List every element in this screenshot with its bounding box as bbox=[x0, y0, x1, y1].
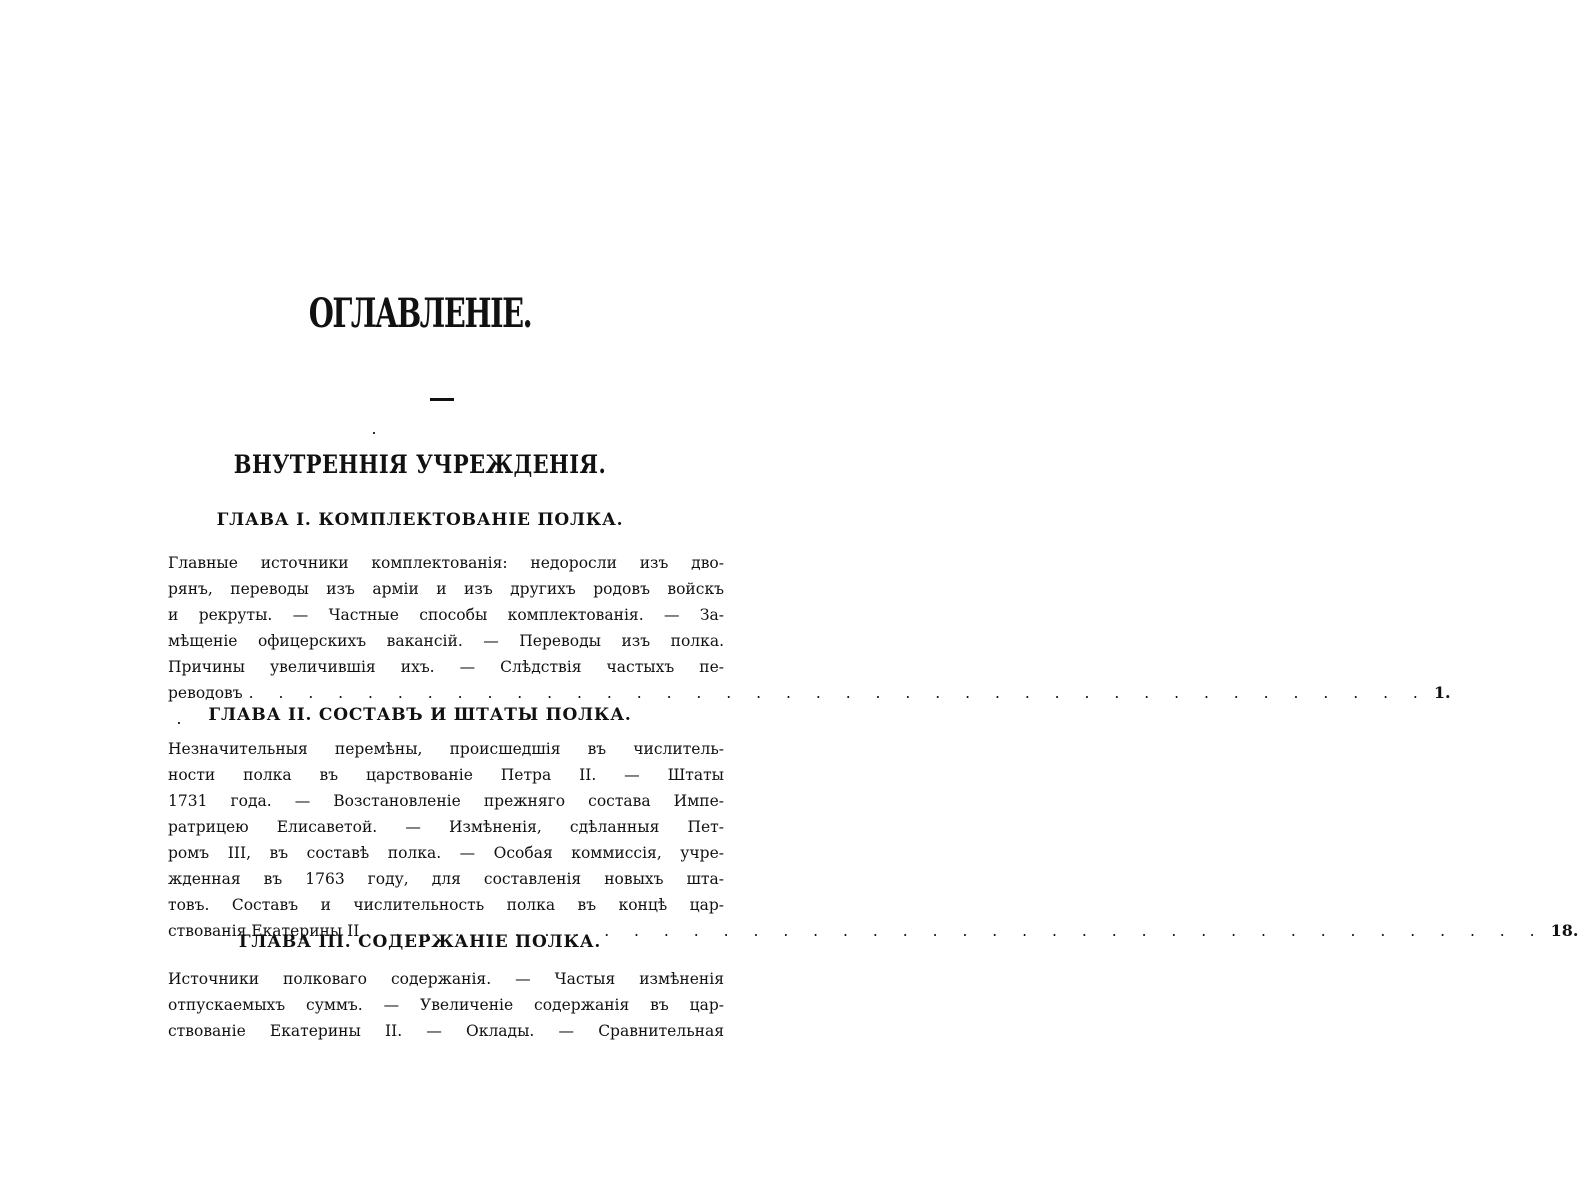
chapter-3-summary bbox=[168, 966, 724, 1044]
dot-leader: . . . . . . . . . . . . . . . . . . . . . . . . . . . . . . . . . . . . . . . . bbox=[365, 922, 1545, 940]
summary-line: Главные источники комплектованія: недоросли изъ дво- bbox=[168, 554, 724, 572]
summary-line: и рекруты. — Частные способы комплектованія. — За- bbox=[168, 606, 724, 624]
summary-line: рянъ, переводы изъ арміи и изъ другихъ родовъ войскъ bbox=[168, 580, 724, 598]
chapter-1-heading: ГЛАВА I. КОМПЛЕКТОВАНІЕ ПОЛКА. bbox=[216, 510, 624, 530]
summary-line: 1731 года. — Возстановленіе прежняго состава Импе- bbox=[168, 792, 724, 810]
page-title: ОГЛАВЛЕНІЕ. bbox=[308, 290, 532, 337]
summary-line: товъ. Составъ и числительность полка въ концѣ цар- bbox=[168, 896, 724, 914]
summary-line: жденная въ 1763 году, для составленія новыхъ шта- bbox=[168, 870, 724, 888]
summary-line: отпускаемыхъ суммъ. — Увеличеніе содержанія въ цар- bbox=[168, 996, 724, 1014]
page-number: 1. bbox=[1433, 683, 1451, 702]
summary-line: ности полка въ царствованіе Петра II. — Штаты bbox=[168, 766, 724, 784]
summary-line: ствованіе Екатерины II. — Оклады. — Сравнительная bbox=[168, 1022, 724, 1040]
summary-last-text: ствованія Екатерины II bbox=[168, 922, 360, 940]
section-heading: ВНУТРЕННІЯ УЧРЕЖДЕНІЯ. bbox=[233, 450, 607, 479]
page-number: 18. bbox=[1550, 921, 1578, 940]
chapter-2-summary bbox=[168, 736, 1578, 944]
summary-line: ромъ III, въ составѣ полка. — Особая коммиссія, учре- bbox=[168, 844, 724, 862]
chapter-2-heading: ГЛАВА II. СОСТАВЪ И ШТАТЫ ПОЛКА. bbox=[208, 705, 632, 725]
summary-line: ратрицею Елисаветой. — Измѣненія, сдѣланныя Пет- bbox=[168, 818, 724, 836]
title-rule bbox=[430, 398, 454, 401]
summary-line: мѣщеніе офицерскихъ вакансій. — Переводы изъ полка. bbox=[168, 632, 724, 650]
summary-last-text: реводовъ bbox=[168, 684, 243, 702]
toc-entry-line bbox=[168, 680, 1451, 706]
chapter-1-summary bbox=[168, 550, 1451, 706]
dot-leader: . . . . . . . . . . . . . . . . . . . . . . . . . . . . . . . . . . . . . . . . bbox=[248, 684, 1428, 702]
summary-line: Незначительныя перемѣны, происшедшія въ числитель- bbox=[168, 740, 724, 758]
summary-line: Источники полковаго содержанія. — Частыя измѣненія bbox=[168, 970, 724, 988]
print-speck bbox=[373, 432, 375, 434]
chapter-3-heading: ГЛАВА III. СОДЕРЖАНІЕ ПОЛКА. bbox=[238, 932, 602, 952]
summary-line: Причины увеличившія ихъ. — Слѣдствія частыхъ пе- bbox=[168, 658, 724, 676]
